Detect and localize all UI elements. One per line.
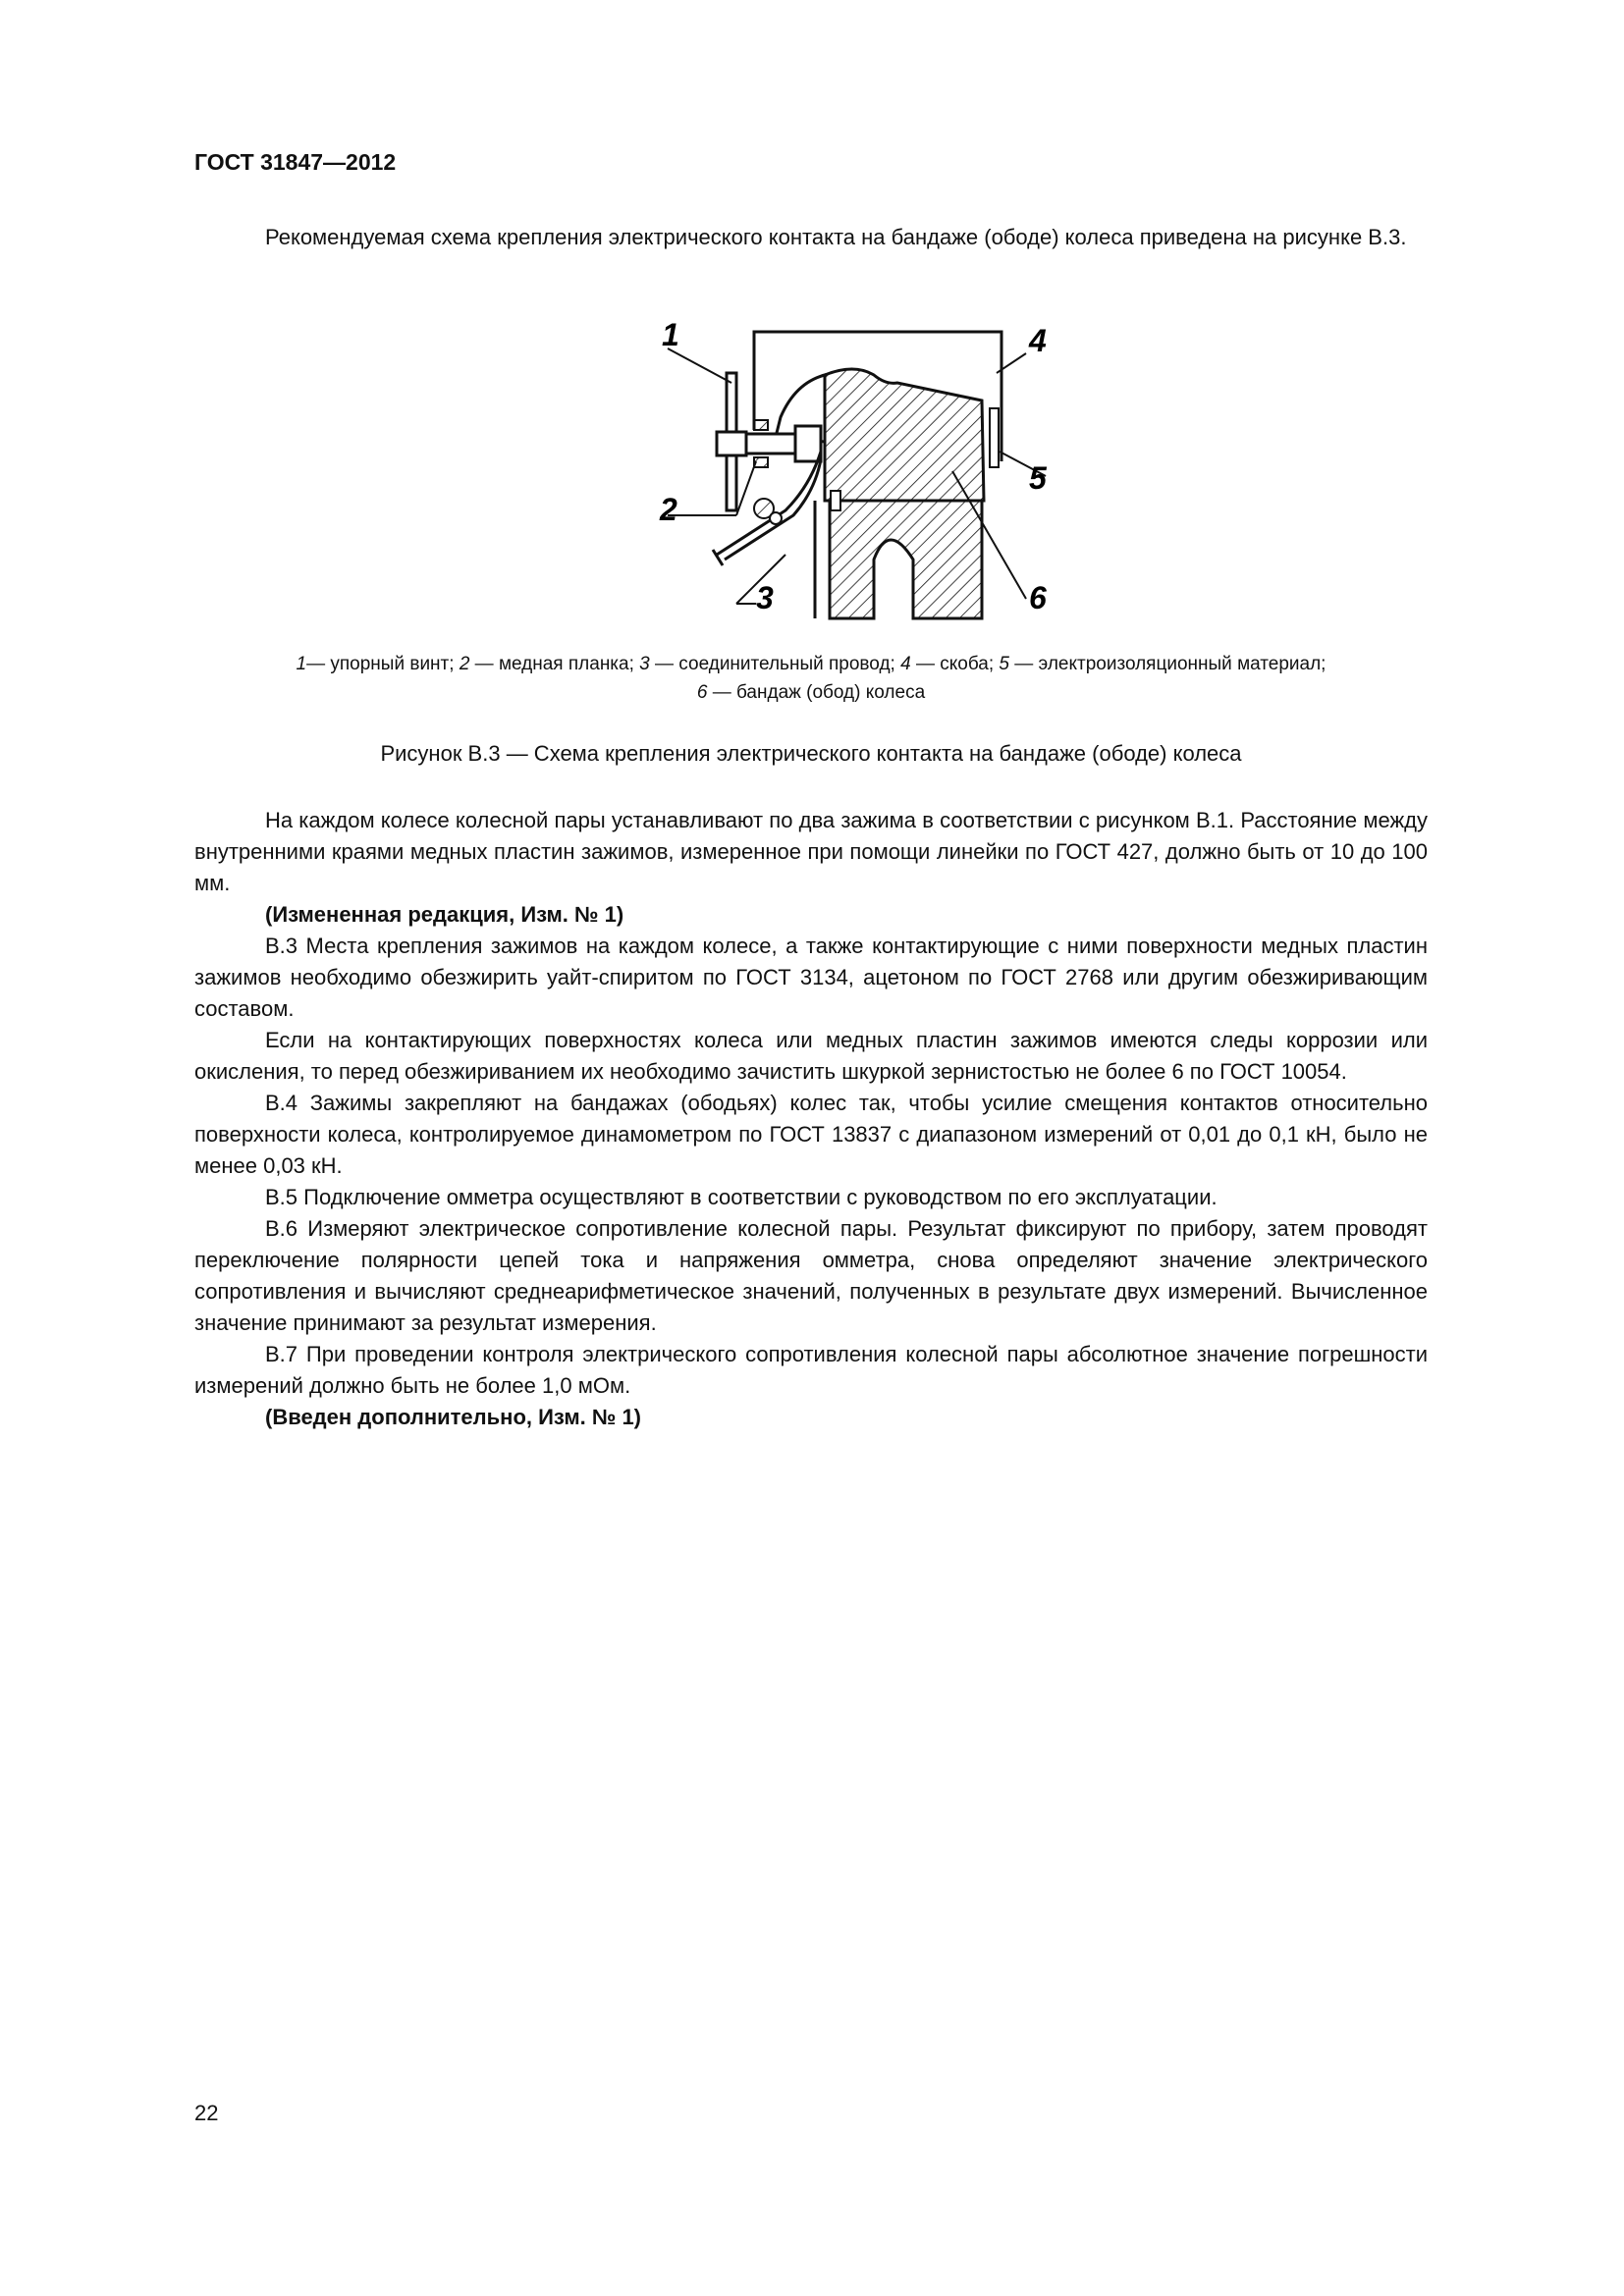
wheel-body-shape <box>830 501 982 618</box>
intro-paragraph: Рекомендуемая схема крепления электрического контакта на бандаже (ободе) колеса приведена на рисунке В.3. <box>265 225 1407 249</box>
page-number: 22 <box>194 2101 219 2125</box>
section-b4: В.4 Зажимы закрепляют на бандажах (ободьях) колес так, чтобы усилие смещения контактов относительно поверхности колеса, контролируемое динамометром по ГОСТ 13837 с диапазоном измерений от 0,01 до 0,1 кН, было не менее 0,03 кН. <box>194 1091 1428 1178</box>
insulation-shape <box>990 408 999 467</box>
amendment-note: (Измененная редакция, Изм. № 1) <box>265 902 624 927</box>
callout-1: 1 <box>662 317 679 352</box>
amendment-note: (Введен дополнительно, Изм. № 1) <box>265 1405 642 1429</box>
body-paragraph: На каждом колесе колесной пары устанавливают по два зажима в соответствии с рисунком В.1. Расстояние между внутренними краями медных пластин зажимов, измеренное при помощи линейки по ГОСТ 427, должно быть от 10 до 100 мм. <box>194 808 1428 895</box>
figure-legend: 1— упорный винт; 2 — медная планка; 3 — соединительный провод; 4 — скоба; 5 — электроизоляционный материал; 6 — бандаж (обод) колеса <box>296 654 1326 703</box>
callout-4: 4 <box>1029 323 1047 358</box>
callout-2: 2 <box>660 492 677 527</box>
callout-3: 3 <box>756 580 774 615</box>
section-b3: В.3 Места крепления зажимов на каждом колесе, а также контактирующие с ними поверхности медных пластин зажимов необходимо обезжирить уайт-спиритом по ГОСТ 3134, ацетоном по ГОСТ 2768 или другим обезжиривающим составом. <box>194 934 1428 1021</box>
callout-6: 6 <box>1029 580 1047 615</box>
figure-caption: Рисунок В.3 — Схема крепления электрического контакта на бандаже (ободе) колеса <box>380 741 1242 766</box>
document-header: ГОСТ 31847—2012 <box>194 149 397 175</box>
callout-5: 5 <box>1029 460 1047 496</box>
section-b6: В.6 Измеряют электрическое сопротивление колесной пары. Результат фиксируют по прибору, затем проводят переключение полярности цепей тока и напряжения омметра, снова определяют значение электрического сопротивления и вычисляют среднеарифметическое значений, полученных в результате двух измерений. Вычисленное значение принимают за результат измерения. <box>194 1216 1428 1335</box>
thrust-screw-shape <box>717 432 746 455</box>
section-b7: В.7 При проведении контроля электрического сопротивления колесной пары абсолютное значение погрешности измерений должно быть не более 1,0 мОм. <box>194 1342 1428 1398</box>
section-b5: В.5 Подключение омметра осуществляют в соответствии с руководством по его эксплуатации. <box>265 1185 1218 1209</box>
wheel-contact-diagram <box>638 314 1070 628</box>
tyre-shape <box>825 369 984 501</box>
body-paragraph: Если на контактирующих поверхностях колеса или медных пластин зажимов имеются следы коррозии или окисления, то перед обезжириванием их необходимо зачистить шкуркой зернистостью не более 6 по ГОСТ 10054. <box>194 1028 1428 1084</box>
